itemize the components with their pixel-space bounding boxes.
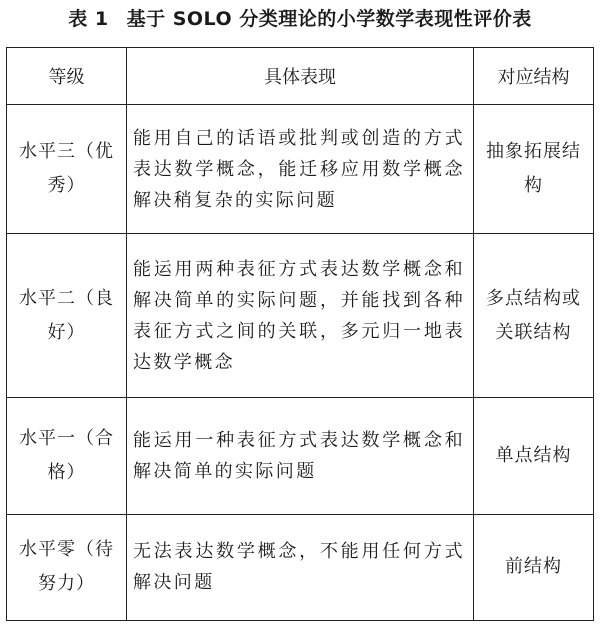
table-title: 基于 SOLO 分类理论的小学数学表现性评价表 <box>126 8 532 30</box>
description-cell: 能运用一种表征方式表达数学概念和解决简单的实际问题 <box>127 398 474 514</box>
structure-cell <box>474 233 594 397</box>
level-cell <box>7 398 127 514</box>
description-cell: 能用自己的话语或批判或创造的方式表达数学概念，能迁移应用数学概念解决稍复杂的实际问题 <box>127 105 474 234</box>
table-row <box>7 105 594 234</box>
level-cell <box>7 233 127 397</box>
header-description: 具体表现 <box>127 48 474 105</box>
structure-cell <box>474 514 594 620</box>
level-text: 水平二（良好） <box>19 287 114 343</box>
level-text: 水平三（优秀） <box>19 141 114 197</box>
description-cell: 无法表达数学概念，不能用任何方式解决问题 <box>127 514 474 620</box>
description-cell: 能运用两种表征方式表达数学概念和解决简单的实际问题，并能找到各种表征方式之间的关联，多元归一地表达数学概念 <box>127 233 474 397</box>
structure-text: 单点结构 <box>495 445 572 467</box>
table-header-row <box>7 48 594 105</box>
table-row <box>7 398 594 514</box>
evaluation-table <box>6 47 594 621</box>
structure-text: 前结构 <box>505 556 562 578</box>
table-row <box>7 514 594 620</box>
structure-text: 多点结构或关联结构 <box>486 287 581 343</box>
level-text: 水平零（待努力） <box>19 539 114 595</box>
table-caption <box>0 4 600 34</box>
header-level: 等级 <box>7 48 127 105</box>
structure-text: 抽象拓展结构 <box>486 141 581 197</box>
structure-cell <box>474 105 594 234</box>
level-cell <box>7 514 127 620</box>
header-structure: 对应结构 <box>474 48 594 105</box>
level-text: 水平一（合格） <box>19 428 114 484</box>
table-row <box>7 233 594 397</box>
level-cell <box>7 105 127 234</box>
structure-cell <box>474 398 594 514</box>
table-number: 表 1 <box>68 8 109 30</box>
